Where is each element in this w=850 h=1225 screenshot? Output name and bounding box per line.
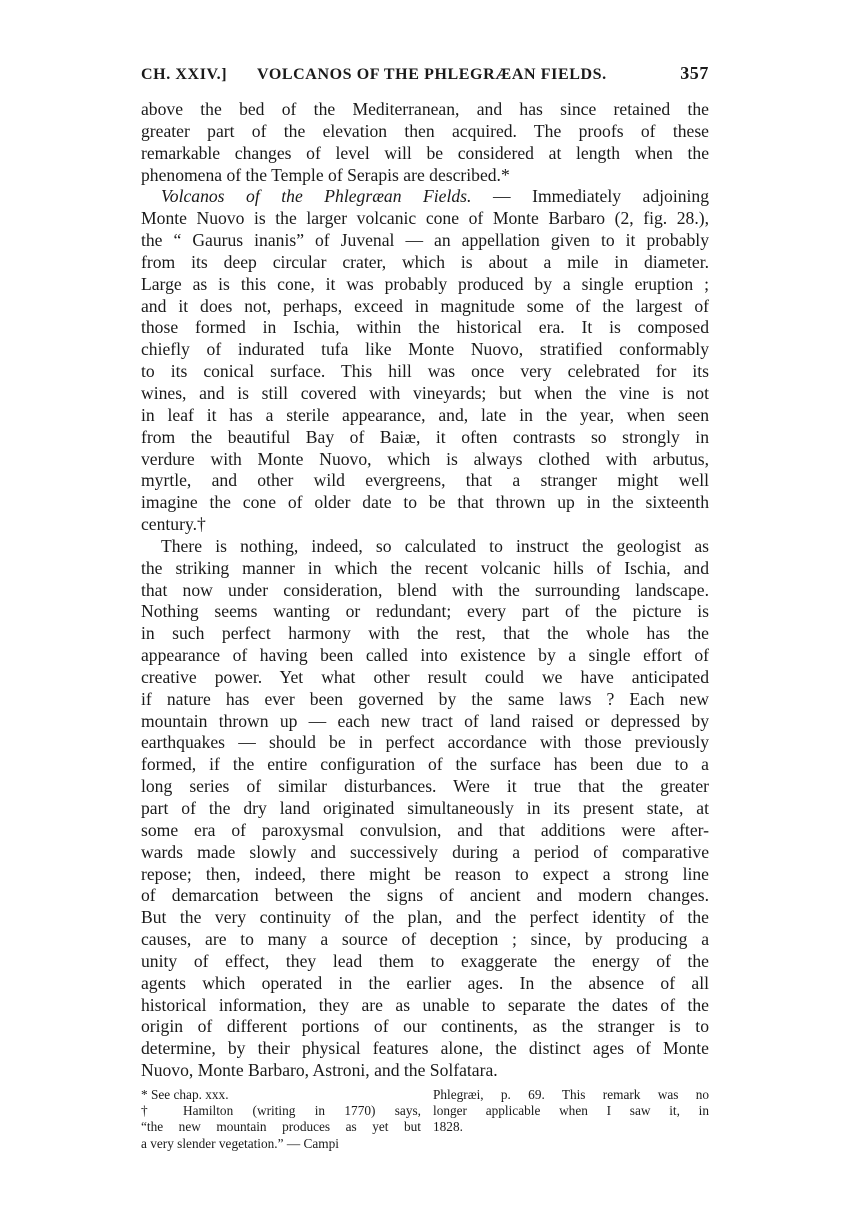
chapter-label: CH. XXIV.]: [141, 66, 228, 83]
text-line: causes, are to many a source of deception ; since, by producing a: [141, 929, 709, 950]
text-line: that now under consideration, blend with the surrounding landscape.: [141, 579, 709, 600]
text-line: myrtle, and other wild evergreens, that a stranger might well: [141, 470, 709, 491]
text-line: long series of similar disturbances. Were it true that the greater: [141, 776, 709, 797]
paragraph-3: [141, 536, 709, 1082]
footnote-line: a very slender vegetation.” — Campi: [141, 1135, 339, 1151]
text-line: from the beautiful Bay of Baiæ, it often contrasts so strongly in: [141, 426, 709, 447]
text-line: earthquakes — should be in perfect accordance with those previously: [141, 732, 709, 753]
paragraph-1: [141, 99, 709, 186]
footnote-line: “the new mountain produces as yet but: [141, 1119, 421, 1135]
footnote-column-left: [141, 1087, 421, 1152]
body-text: [141, 99, 709, 1082]
text-line: the striking manner in which the recent volcanic hills of Ischia, and: [141, 557, 709, 578]
section-heading: Volcanos of the Phlegræan Fields.: [161, 186, 472, 207]
paragraph-2: [141, 186, 709, 536]
text-line: and it does not, perhaps, exceed in magnitude some of the largest of: [141, 295, 709, 316]
text-line: those formed in Ischia, within the historical era. It is composed: [141, 317, 709, 338]
text-line: century.†: [141, 514, 206, 535]
text-line: appearance of having been called into existence by a single effort of: [141, 645, 709, 666]
running-header: [141, 63, 709, 90]
text-fragment: — Immediately adjoining: [471, 186, 709, 207]
text-line: repose; then, indeed, there might be reason to expect a strong line: [141, 863, 709, 884]
text-line: Monte Nuovo is the larger volcanic cone of Monte Barbaro (2, fig. 28.),: [141, 208, 709, 229]
text-line: But the very continuity of the plan, and the perfect identity of the: [141, 907, 709, 928]
text-line: imagine the cone of older date to be that thrown up in the sixteenth: [141, 492, 709, 513]
footnote-line: 1828.: [433, 1119, 463, 1135]
text-line: verdure with Monte Nuovo, which is always clothed with arbutus,: [141, 448, 709, 469]
text-line: the “ Gaurus inanis” of Juvenal — an appellation given to it probably: [141, 230, 709, 251]
text-line: part of the dry land originated simultaneously in its present state, at: [141, 798, 709, 818]
page-number: 357: [680, 63, 709, 83]
text-line: from its deep circular crater, which is about a mile in diameter.: [141, 251, 709, 272]
text-line: some era of paroxysmal convulsion, and that additions were after-: [141, 819, 709, 840]
text-line: wards made slowly and successively during a period of comparative: [141, 841, 709, 862]
text-line: in such perfect harmony with the rest, that the whole has the: [141, 623, 709, 644]
text-line: mountain thrown up — each new tract of land raised or depressed by: [141, 710, 709, 731]
footnote-line: longer applicable when I saw it, in: [433, 1103, 709, 1119]
running-title: VOLCANOS OF THE PHLEGRÆAN FIELDS.: [257, 66, 607, 83]
text-line: greater part of the elevation then acquired. The proofs of these: [141, 120, 709, 141]
text-line: formed, if the entire configuration of the surface has been due to a: [141, 754, 709, 775]
text-line: in leaf it has a sterile appearance, and, late in the year, when seen: [141, 404, 709, 425]
text-line: to its conical surface. This hill was once very celebrated for its: [141, 361, 709, 382]
text-line: above the bed of the Mediterranean, and has since retained the: [141, 99, 709, 119]
text-line: determine, by their physical features alone, the distinct ages of Monte: [141, 1038, 709, 1059]
text-line: agents which operated in the earlier ages. In the absence of all: [141, 972, 709, 993]
text-line: phenomena of the Temple of Serapis are described.*: [141, 164, 510, 185]
footnote-line: † Hamilton (writing in 1770) says,: [141, 1103, 421, 1119]
text-line: There is nothing, indeed, so calculated to instruct the geologist as: [161, 535, 709, 556]
text-line: historical information, they are as unable to separate the dates of the: [141, 994, 709, 1015]
footnote-line: * See chap. xxx.: [141, 1087, 229, 1102]
text-line: creative power. Yet what other result could we have anticipated: [141, 666, 709, 687]
text-line: Nuovo, Monte Barbaro, Astroni, and the Solfatara.: [141, 1060, 498, 1081]
footnote-column-right: [433, 1087, 709, 1136]
text-line: Nothing seems wanting or redundant; every part of the picture is: [141, 601, 709, 622]
footnote-line: Phlegræi, p. 69. This remark was no: [433, 1087, 709, 1102]
text-line: [141, 186, 709, 208]
text-line: origin of different portions of our continents, as the stranger is to: [141, 1016, 709, 1037]
text-line: chiefly of indurated tufa like Monte Nuovo, stratified conformably: [141, 339, 709, 360]
text-line: Large as is this cone, it was probably produced by a single eruption ;: [141, 273, 709, 294]
text-line: unity of effect, they lead them to exaggerate the energy of the: [141, 950, 709, 971]
text-line: remarkable changes of level will be considered at length when the: [141, 142, 709, 163]
text-line: if nature has ever been governed by the same laws ? Each new: [141, 688, 709, 709]
text-line: wines, and is still covered with vineyards; but when the vine is not: [141, 382, 709, 403]
text-line: of demarcation between the signs of ancient and modern changes.: [141, 885, 709, 906]
